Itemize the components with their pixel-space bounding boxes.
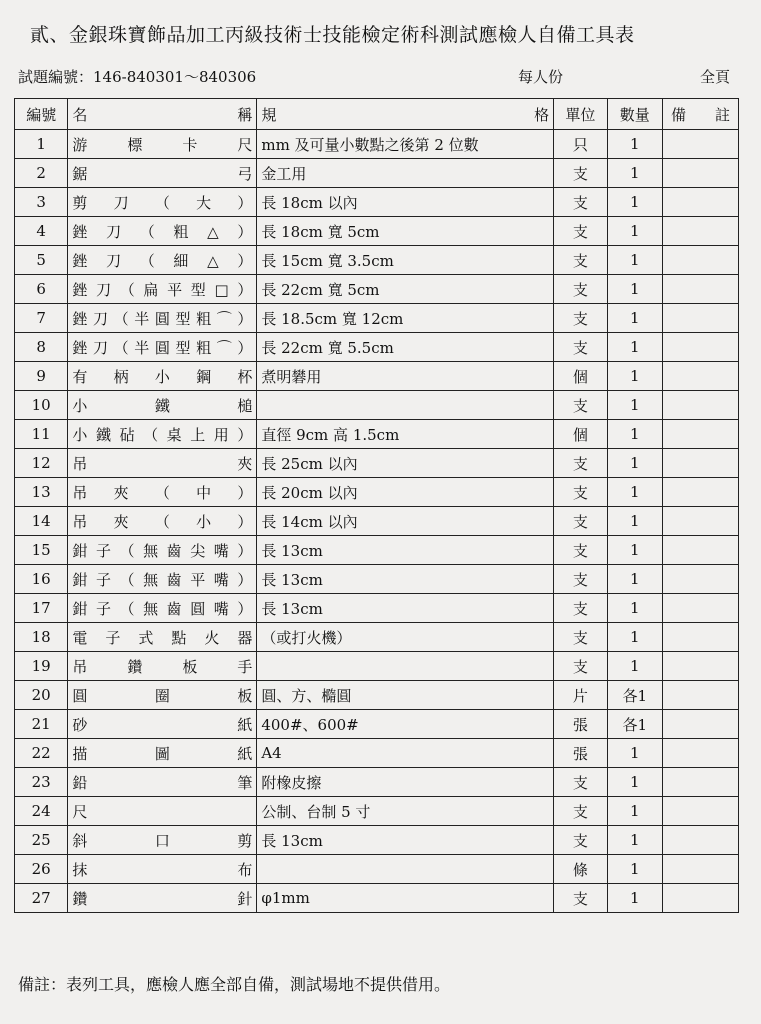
header-spec <box>257 99 554 130</box>
row-unit: 個 <box>554 362 607 391</box>
test-code: 試題編號：146-840301～840306 <box>18 68 257 86</box>
row-no: 11 <box>15 420 68 449</box>
row-no: 19 <box>15 652 68 681</box>
row-qty: 1 <box>607 739 662 768</box>
row-qty: 1 <box>607 246 662 275</box>
row-note <box>662 681 738 710</box>
footer-note: 備註：表列工具，應檢人應全部自備，測試場地不提供借用。 <box>18 975 451 994</box>
row-unit: 支 <box>554 623 607 652</box>
row-name: 抹布 <box>68 855 257 884</box>
row-note <box>662 130 738 159</box>
table-row <box>15 681 739 710</box>
row-unit: 支 <box>554 275 607 304</box>
table-row <box>15 420 739 449</box>
row-spec: 長 25cm 以內 <box>257 449 554 478</box>
row-unit: 支 <box>554 159 607 188</box>
header-name-b: 稱 <box>237 105 253 124</box>
row-unit: 支 <box>554 768 607 797</box>
tool-table <box>14 98 739 913</box>
row-no: 3 <box>15 188 68 217</box>
header-note <box>662 99 738 130</box>
row-no: 9 <box>15 362 68 391</box>
table-row <box>15 884 739 913</box>
row-qty: 1 <box>607 217 662 246</box>
table-row <box>15 159 739 188</box>
row-spec: 長 22cm 寬 5cm <box>257 275 554 304</box>
row-spec: φ1mm <box>257 884 554 913</box>
row-no: 5 <box>15 246 68 275</box>
row-note <box>662 594 738 623</box>
table-row <box>15 478 739 507</box>
row-spec: 煮明礬用 <box>257 362 554 391</box>
row-no: 21 <box>15 710 68 739</box>
row-note <box>662 478 738 507</box>
row-qty: 1 <box>607 797 662 826</box>
row-name: 砂紙 <box>68 710 257 739</box>
row-no: 16 <box>15 565 68 594</box>
row-no: 13 <box>15 478 68 507</box>
row-spec: 公制、台制 5 寸 <box>257 797 554 826</box>
table-row <box>15 623 739 652</box>
row-unit: 支 <box>554 507 607 536</box>
row-unit: 支 <box>554 826 607 855</box>
row-unit: 片 <box>554 681 607 710</box>
row-unit: 支 <box>554 449 607 478</box>
row-qty: 1 <box>607 565 662 594</box>
row-name: 吊夾（中） <box>68 478 257 507</box>
row-name: 描圖紙 <box>68 739 257 768</box>
row-unit: 支 <box>554 217 607 246</box>
header-name-a: 名 <box>72 105 88 124</box>
row-name: 尺 <box>68 797 257 826</box>
table-row <box>15 130 739 159</box>
header-qty: 數量 <box>607 99 662 130</box>
row-unit: 只 <box>554 130 607 159</box>
row-note <box>662 362 738 391</box>
row-no: 27 <box>15 884 68 913</box>
row-qty: 1 <box>607 623 662 652</box>
row-qty: 1 <box>607 594 662 623</box>
row-no: 26 <box>15 855 68 884</box>
row-note <box>662 159 738 188</box>
row-no: 17 <box>15 594 68 623</box>
row-qty: 1 <box>607 362 662 391</box>
row-note <box>662 304 738 333</box>
row-qty: 各1 <box>607 710 662 739</box>
row-unit: 支 <box>554 246 607 275</box>
row-unit: 支 <box>554 391 607 420</box>
row-spec <box>257 391 554 420</box>
row-qty: 1 <box>607 652 662 681</box>
row-spec: 長 14cm 以內 <box>257 507 554 536</box>
header-unit: 單位 <box>554 99 607 130</box>
row-name: 小鐵砧（桌上用） <box>68 420 257 449</box>
row-qty: 1 <box>607 333 662 362</box>
table-row <box>15 333 739 362</box>
row-spec: （或打火機） <box>257 623 554 652</box>
row-name: 鋸弓 <box>68 159 257 188</box>
header-no: 編號 <box>15 99 68 130</box>
row-unit: 支 <box>554 188 607 217</box>
row-spec: 圓、方、橢圓 <box>257 681 554 710</box>
row-name: 銼刀（半圓型粗⌒） <box>68 304 257 333</box>
row-qty: 1 <box>607 449 662 478</box>
row-name: 游標卡尺 <box>68 130 257 159</box>
row-no: 12 <box>15 449 68 478</box>
table-row <box>15 188 739 217</box>
row-unit: 支 <box>554 652 607 681</box>
row-no: 22 <box>15 739 68 768</box>
row-no: 23 <box>15 768 68 797</box>
row-note <box>662 652 738 681</box>
row-spec: 長 13cm <box>257 565 554 594</box>
row-unit: 支 <box>554 333 607 362</box>
row-note <box>662 391 738 420</box>
table-row <box>15 362 739 391</box>
row-note <box>662 884 738 913</box>
row-spec: 400#、600# <box>257 710 554 739</box>
table-row <box>15 449 739 478</box>
row-unit: 支 <box>554 536 607 565</box>
row-note <box>662 565 738 594</box>
row-no: 4 <box>15 217 68 246</box>
row-no: 8 <box>15 333 68 362</box>
row-qty: 各1 <box>607 681 662 710</box>
row-spec: 長 22cm 寬 5.5cm <box>257 333 554 362</box>
table-row <box>15 536 739 565</box>
row-spec: 長 13cm <box>257 594 554 623</box>
table-row <box>15 797 739 826</box>
row-spec: 附橡皮擦 <box>257 768 554 797</box>
row-qty: 1 <box>607 855 662 884</box>
row-qty: 1 <box>607 478 662 507</box>
row-no: 1 <box>15 130 68 159</box>
row-qty: 1 <box>607 391 662 420</box>
row-no: 7 <box>15 304 68 333</box>
row-unit: 條 <box>554 855 607 884</box>
row-qty: 1 <box>607 420 662 449</box>
row-note <box>662 420 738 449</box>
row-name: 銼刀（扁平型□） <box>68 275 257 304</box>
row-no: 14 <box>15 507 68 536</box>
row-unit: 支 <box>554 304 607 333</box>
row-spec <box>257 855 554 884</box>
header-name <box>68 99 257 130</box>
row-spec: 長 18cm 以內 <box>257 188 554 217</box>
row-note <box>662 797 738 826</box>
row-note <box>662 246 738 275</box>
row-name: 鉛筆 <box>68 768 257 797</box>
row-spec: 直徑 9cm 高 1.5cm <box>257 420 554 449</box>
row-qty: 1 <box>607 304 662 333</box>
row-no: 2 <box>15 159 68 188</box>
row-name: 有柄小鋼杯 <box>68 362 257 391</box>
row-name: 小鐵槌 <box>68 391 257 420</box>
row-spec: 長 13cm <box>257 826 554 855</box>
row-qty: 1 <box>607 826 662 855</box>
row-spec: 長 18.5cm 寬 12cm <box>257 304 554 333</box>
header-spec-a: 規 <box>261 105 277 124</box>
row-qty: 1 <box>607 159 662 188</box>
table-row <box>15 391 739 420</box>
row-note <box>662 826 738 855</box>
header-spec-b: 格 <box>534 105 550 124</box>
row-unit: 張 <box>554 739 607 768</box>
row-no: 10 <box>15 391 68 420</box>
row-unit: 支 <box>554 797 607 826</box>
row-unit: 支 <box>554 594 607 623</box>
row-name: 吊夾（小） <box>68 507 257 536</box>
row-spec: A4 <box>257 739 554 768</box>
table-row <box>15 217 739 246</box>
row-name: 銼刀（粗△） <box>68 217 257 246</box>
row-name: 吊夾 <box>68 449 257 478</box>
row-note <box>662 710 738 739</box>
table-row <box>15 739 739 768</box>
table-body <box>15 130 739 913</box>
row-no: 25 <box>15 826 68 855</box>
row-note <box>662 855 738 884</box>
row-no: 6 <box>15 275 68 304</box>
header-note-a: 備 <box>670 105 686 124</box>
table-row <box>15 275 739 304</box>
row-unit: 個 <box>554 420 607 449</box>
row-name: 電子式點火器 <box>68 623 257 652</box>
row-note <box>662 188 738 217</box>
row-spec: 長 18cm 寬 5cm <box>257 217 554 246</box>
row-unit: 支 <box>554 884 607 913</box>
row-name: 鉗子（無齒圓嘴） <box>68 594 257 623</box>
table-row <box>15 594 739 623</box>
row-name: 鉗子（無齒平嘴） <box>68 565 257 594</box>
table-row <box>15 710 739 739</box>
row-qty: 1 <box>607 188 662 217</box>
document-title: 貳、金銀珠寶飾品加工丙級技術士技能檢定術科測試應檢人自備工具表 <box>30 24 635 46</box>
table-row <box>15 826 739 855</box>
row-name: 鑽針 <box>68 884 257 913</box>
row-spec: 長 15cm 寬 3.5cm <box>257 246 554 275</box>
row-note <box>662 739 738 768</box>
table-header-row <box>15 99 739 130</box>
table-row <box>15 507 739 536</box>
row-spec: 長 13cm <box>257 536 554 565</box>
row-name: 圓圈板 <box>68 681 257 710</box>
row-name: 鉗子（無齒尖嘴） <box>68 536 257 565</box>
row-name: 吊鑽板手 <box>68 652 257 681</box>
table-row <box>15 565 739 594</box>
row-note <box>662 275 738 304</box>
row-unit: 支 <box>554 565 607 594</box>
row-unit: 支 <box>554 478 607 507</box>
header-note-b: 註 <box>714 105 730 124</box>
page-label: 全頁 <box>700 68 731 86</box>
row-spec: 金工用 <box>257 159 554 188</box>
row-name: 銼刀（細△） <box>68 246 257 275</box>
row-no: 18 <box>15 623 68 652</box>
row-note <box>662 333 738 362</box>
row-qty: 1 <box>607 275 662 304</box>
row-spec: mm 及可量小數點之後第 2 位數 <box>257 130 554 159</box>
table-row <box>15 304 739 333</box>
per-person-label: 每人份 <box>518 68 564 86</box>
row-note <box>662 507 738 536</box>
row-note <box>662 217 738 246</box>
row-qty: 1 <box>607 768 662 797</box>
row-name: 斜口剪 <box>68 826 257 855</box>
row-note <box>662 623 738 652</box>
row-no: 15 <box>15 536 68 565</box>
table-row <box>15 652 739 681</box>
row-qty: 1 <box>607 507 662 536</box>
row-note <box>662 449 738 478</box>
row-name: 銼刀（半圓型粗⌒） <box>68 333 257 362</box>
row-name: 剪刀（大） <box>68 188 257 217</box>
row-unit: 張 <box>554 710 607 739</box>
row-qty: 1 <box>607 884 662 913</box>
row-qty: 1 <box>607 130 662 159</box>
row-no: 20 <box>15 681 68 710</box>
row-qty: 1 <box>607 536 662 565</box>
table-row <box>15 855 739 884</box>
row-spec: 長 20cm 以內 <box>257 478 554 507</box>
row-note <box>662 768 738 797</box>
row-note <box>662 536 738 565</box>
table-row <box>15 768 739 797</box>
row-no: 24 <box>15 797 68 826</box>
row-spec <box>257 652 554 681</box>
table-row <box>15 246 739 275</box>
